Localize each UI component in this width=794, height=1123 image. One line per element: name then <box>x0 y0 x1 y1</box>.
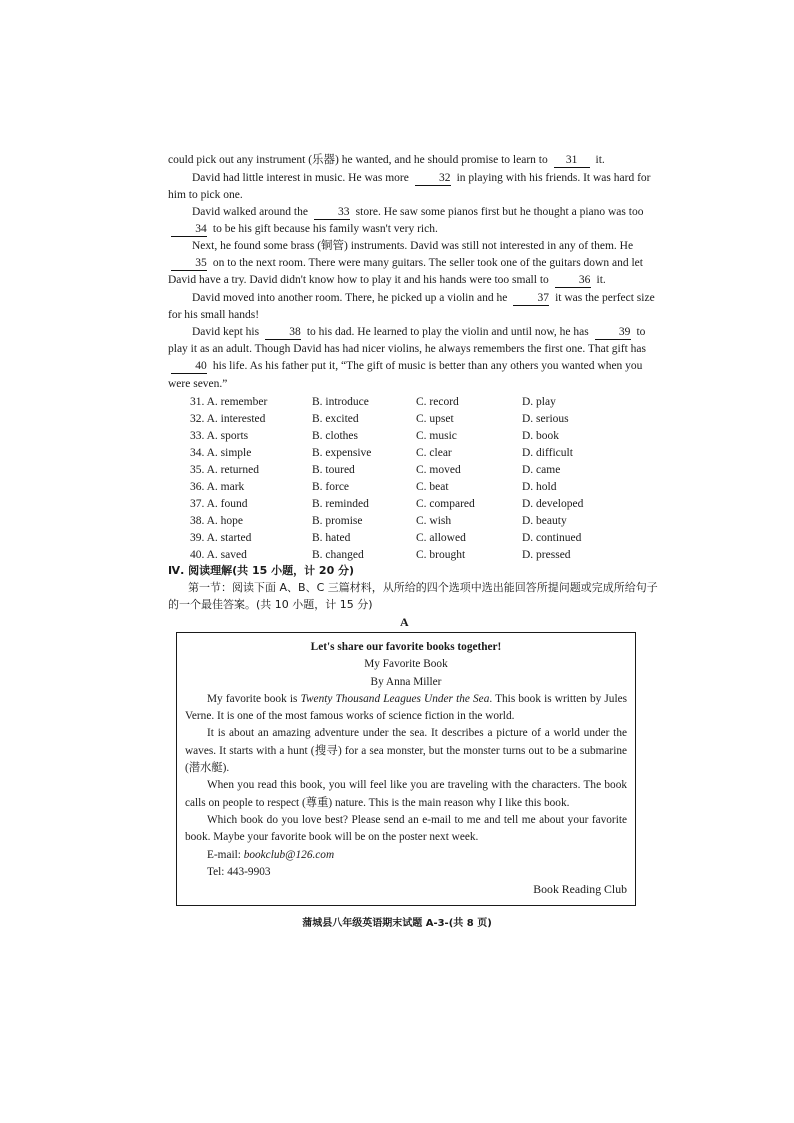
option-b[interactable]: B. expensive <box>312 447 372 459</box>
option-a[interactable]: 35. A. returned <box>190 464 259 476</box>
option-row-33 <box>190 428 650 445</box>
cloze-paragraph-6 <box>168 324 656 393</box>
option-d[interactable]: D. pressed <box>522 549 571 561</box>
passage-label: A <box>400 615 409 629</box>
cloze-paragraph-5 <box>168 290 656 324</box>
option-c[interactable]: C. compared <box>416 498 475 510</box>
option-b[interactable]: B. reminded <box>312 498 369 510</box>
option-c[interactable]: C. allowed <box>416 532 466 544</box>
option-a[interactable]: 36. A. mark <box>190 481 245 493</box>
option-b[interactable]: B. clothes <box>312 430 358 442</box>
poster-signature: Book Reading Club <box>533 882 627 897</box>
cloze-text: could pick out any instrument (乐器) he wanted, and he should promise to learn to <box>168 154 548 166</box>
option-row-39 <box>190 530 650 547</box>
option-a[interactable]: 32. A. interested <box>190 413 266 425</box>
option-row-36 <box>190 479 650 496</box>
cloze-text: in playing with his friends. It was hard for him to pick one. <box>168 172 651 202</box>
email-label: E-mail: <box>207 848 241 861</box>
cloze-text: to play it as an adult. Though David has had nicer violins, he always remembers the first one. That gift has <box>168 326 646 356</box>
cloze-text: store. He saw some pianos first but he thought a piano was too <box>355 206 644 218</box>
book-title: Twenty Thousand Leagues Under the Sea <box>300 692 490 705</box>
option-c[interactable]: C. clear <box>416 447 452 459</box>
section-directions: 第一节：阅读下面 A、B、C 三篇材料，从所给的四个选项中选出能回答所提问题或完成所给句子的一个最佳答案。(共 10 小题，计 15 分) <box>168 581 658 611</box>
section-heading: Ⅳ. 阅读理解(共 15 小题，计 20 分) <box>168 564 355 577</box>
option-row-34 <box>190 445 650 462</box>
option-a[interactable]: 33. A. sports <box>190 430 249 442</box>
option-c[interactable]: C. upset <box>416 413 454 425</box>
cloze-line-1 <box>168 152 656 169</box>
poster-title: Let's share our favorite books together! <box>310 641 502 653</box>
cloze-paragraph-4 <box>168 238 656 290</box>
option-b[interactable]: B. introduce <box>312 396 369 408</box>
poster-box <box>176 632 636 906</box>
cloze-text: it was the perfect size for his small hands! <box>168 292 655 322</box>
blank-34: 34 <box>171 223 207 237</box>
poster-text: . This book is written by Jules Verne. It is one of the most famous works of science fiction in the world. <box>185 692 628 723</box>
option-b[interactable]: B. toured <box>312 464 355 476</box>
option-row-37 <box>190 496 650 513</box>
blank-40: 40 <box>171 360 207 374</box>
cloze-paragraph-2 <box>168 170 656 204</box>
option-d[interactable]: D. hold <box>522 481 557 493</box>
poster-email <box>185 847 627 864</box>
option-row-35 <box>190 462 650 479</box>
option-c[interactable]: C. brought <box>416 549 466 561</box>
poster-text: My favorite book is <box>207 692 298 705</box>
option-b[interactable]: B. hated <box>312 532 351 544</box>
poster-paragraph-3: When you read this book, you will feel like you are traveling with the characters. The book calls on people to respect (尊重) nature. This is the main reason why I like this book. <box>185 779 627 809</box>
option-a[interactable]: 38. A. hope <box>190 515 244 527</box>
option-b[interactable]: B. promise <box>312 515 363 527</box>
option-c[interactable]: C. moved <box>416 464 461 476</box>
option-c[interactable]: C. music <box>416 430 457 442</box>
blank-31: 31 <box>554 154 590 168</box>
cloze-text: David moved into another room. There, he picked up a violin and he <box>192 292 508 304</box>
blank-36: 36 <box>555 274 591 288</box>
option-a[interactable]: 39. A. started <box>190 532 252 544</box>
cloze-text: it. <box>596 274 606 287</box>
blank-38: 38 <box>265 326 301 340</box>
option-row-31 <box>190 394 650 411</box>
poster-author: By Anna Miller <box>370 675 442 688</box>
option-a[interactable]: 34. A. simple <box>190 447 252 459</box>
poster-tel: Tel: 443-9903 <box>207 865 271 878</box>
option-d[interactable]: D. came <box>522 464 561 476</box>
cloze-text: his life. As his father put it, “The gift of music is better than any others you wanted when you were seven.” <box>168 360 643 390</box>
blank-33: 33 <box>314 206 350 220</box>
cloze-text: David had little interest in music. He was more <box>192 172 409 184</box>
cloze-text: it. <box>595 154 605 166</box>
blank-32: 32 <box>415 172 451 186</box>
blank-35: 35 <box>171 257 207 271</box>
cloze-text: on to the next room. There were many guitars. The seller took one of the guitars down and let David have a try. David didn't know how to play it and his hands were too small to <box>168 257 643 287</box>
poster-subtitle: My Favorite Book <box>364 658 448 671</box>
option-b[interactable]: B. excited <box>312 413 359 425</box>
option-c[interactable]: C. beat <box>416 481 449 493</box>
option-row-32 <box>190 411 650 428</box>
option-d[interactable]: D. play <box>522 396 556 408</box>
poster-paragraph-1 <box>185 691 627 726</box>
option-d[interactable]: D. beauty <box>522 515 567 527</box>
blank-37: 37 <box>513 292 549 306</box>
poster-paragraph-4: Which book do you love best? Please send an e-mail to me and tell me about your favorite book. Maybe your favorite book will be on the poster next week. <box>185 813 627 844</box>
option-a[interactable]: 37. A. found <box>190 498 248 510</box>
email-address: bookclub@126.com <box>243 848 335 861</box>
option-a[interactable]: 40. A. saved <box>190 549 247 561</box>
cloze-paragraph-3 <box>168 204 656 238</box>
option-d[interactable]: D. difficult <box>522 447 573 459</box>
option-row-38 <box>190 513 650 530</box>
option-d[interactable]: D. serious <box>522 413 569 425</box>
option-b[interactable]: B. force <box>312 481 350 493</box>
option-a[interactable]: 31. A. remember <box>190 396 268 408</box>
cloze-text: Next, he found some brass (铜管) instruments. David was still not interested in any of them. He <box>192 240 634 252</box>
option-d[interactable]: D. book <box>522 430 560 442</box>
page-footer: 蒲城县八年级英语期末试题 A-3-(共 8 页) <box>302 918 492 929</box>
option-c[interactable]: C. record <box>416 396 459 408</box>
blank-39: 39 <box>595 326 631 340</box>
cloze-text: to be his gift because his family wasn't very rich. <box>212 223 438 236</box>
option-d[interactable]: D. continued <box>522 532 582 544</box>
cloze-text: David kept his <box>192 326 260 338</box>
poster-paragraph-2: It is about an amazing adventure under the sea. It describes a picture of a world under the waves. It starts with a hunt (搜寻) for a sea monster, but the monster turns out to be a submarine (潜水艇). <box>185 727 627 775</box>
option-c[interactable]: C. wish <box>416 515 452 527</box>
reading-section <box>168 562 658 613</box>
answer-options <box>190 394 650 564</box>
option-d[interactable]: D. developed <box>522 498 584 510</box>
cloze-text: to his dad. He learned to play the violin and until now, he has <box>306 326 589 338</box>
option-b[interactable]: B. changed <box>312 549 364 561</box>
cloze-text: David walked around the <box>192 206 308 218</box>
